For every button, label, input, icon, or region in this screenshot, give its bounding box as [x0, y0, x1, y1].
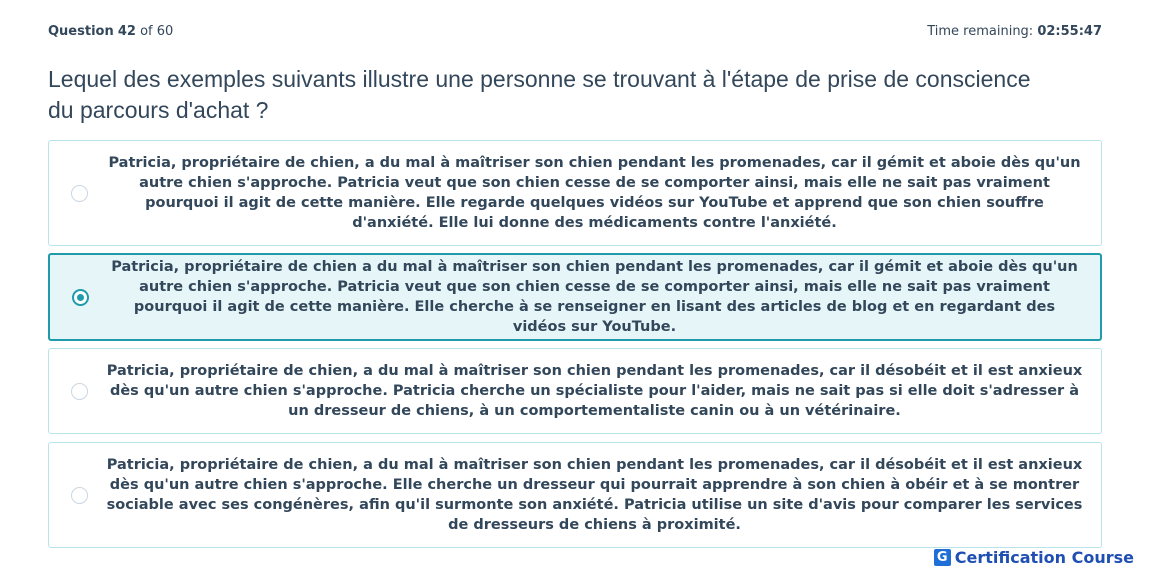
brand-logo — [934, 548, 1134, 567]
timer-label: Time remaining: — [927, 24, 1034, 39]
brand-logo-icon: G — [934, 549, 951, 566]
question-number: 42 — [117, 24, 136, 39]
answer-option-4[interactable] — [48, 442, 1102, 548]
question-text: Lequel des exemples suivants illustre une personne se trouvant à l'étape de prise de conscience du parcours d'achat ? — [48, 66, 1031, 123]
answer-option-text: Patricia, propriétaire de chien, a du mal à maîtriser son chien pendant les promenades, car il désobéit et il est anxieux dès qu'un autre chien s'approche. Elle cherche un dresseur qui pourrait apprendre à son chien à obéir et à se montrer sociable avec ses congénères, afin qu'il surmonte son anxiété. Patricia utilise un site d'avis pour comparer les services de dresseurs de chiens à proximité. — [106, 457, 1083, 533]
question-label: Question — [48, 24, 114, 39]
answer-option-text: Patricia, propriétaire de chien, a du mal à maîtriser son chien pendant les promenades, car il désobéit et il est anxieux dès qu'un autre chien s'approche. Patricia cherche un spécialiste pour l'aider, mais ne sait pas si elle doit s'adresser à un dresseur de chiens, à un comportementaliste canin ou à un vétérinaire. — [106, 363, 1083, 419]
radio-button-1[interactable] — [71, 185, 88, 202]
radio-button-2[interactable] — [72, 289, 89, 306]
question-counter — [48, 24, 173, 39]
question-total: of 60 — [140, 24, 174, 39]
timer — [927, 24, 1102, 39]
answer-option-text: Patricia, propriétaire de chien, a du mal à maîtriser son chien pendant les promenades, car il gémit et aboie dès qu'un autre chien s'approche. Patricia veut que son chien cesse de se comporter ainsi, mais elle ne sait pas vraiment pourquoi il agit de cette manière. Elle regarde quelques vidéos sur YouTube et apprend que son chien souffre d'anxiété. Elle lui donne des médicaments contre l'anxiété. — [108, 155, 1081, 231]
radio-button-4[interactable] — [71, 487, 88, 504]
answer-option-2[interactable] — [48, 253, 1102, 341]
quiz-header — [48, 24, 1102, 39]
answer-option-3[interactable] — [48, 348, 1102, 434]
answer-option-text: Patricia, propriétaire de chien a du mal à maîtriser son chien pendant les promenades, car il gémit et aboie dès qu'un autre chien s'approche. Patricia veut que son chien cesse de se comporter ainsi, mais elle ne sait pas vraiment pourquoi il agit de cette manière. Elle cherche à se renseigner en lisant des articles de blog et en regardant des vidéos sur YouTube. — [111, 259, 1078, 335]
answer-option-1[interactable] — [48, 140, 1102, 246]
brand-name: Certification Course — [954, 548, 1134, 567]
radio-button-3[interactable] — [71, 383, 88, 400]
timer-value: 02:55:47 — [1037, 24, 1102, 39]
